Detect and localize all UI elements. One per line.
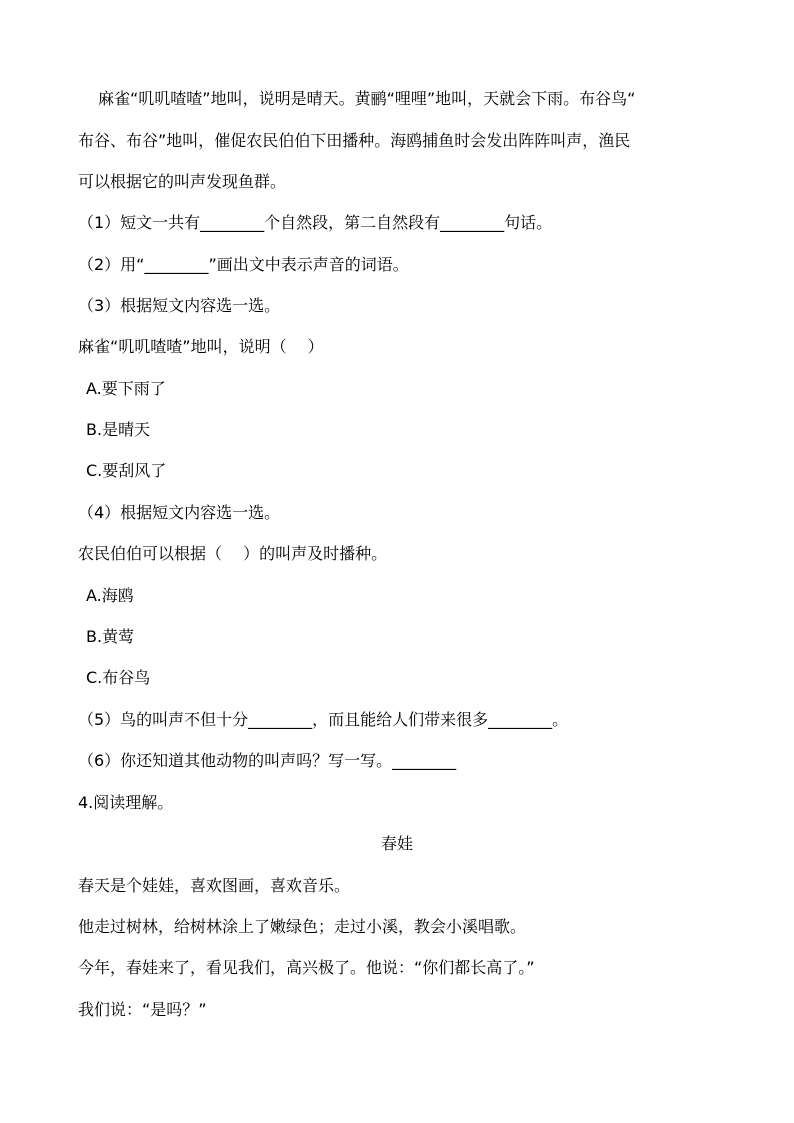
passage-line-1: 麻雀“叽叽喳喳”地叫，说明是晴天。黄鹂“哩哩”地叫，天就会下雨。布谷鸟“ <box>98 89 636 108</box>
question-5: （5）鸟的叫声不但十分________，而且能给人们带来很多________。 <box>78 710 569 729</box>
question-4-option-a: A.海鸥 <box>86 586 134 605</box>
question-3-stem: 麻雀“叽叽喳喳”地叫，说明（ ） <box>78 337 324 356</box>
question-4: （4）根据短文内容选一选。 <box>78 503 281 522</box>
poem-line-4: 我们说：“是吗？” <box>78 1000 207 1019</box>
question-6: （6）你还知道其他动物的叫声吗？写一写。________ <box>78 751 457 770</box>
poem-line-3: 今年，春娃来了，看见我们，高兴极了。他说：“你们都长高了。” <box>78 958 535 977</box>
question-4-option-c: C.布谷鸟 <box>86 668 151 687</box>
poem-title: 春娃 <box>380 834 413 853</box>
passage-line-2: 布谷、布谷”地叫，催促农民伯伯下田播种。海鸥捕鱼时会发出阵阵叫声，渔民 <box>78 131 631 150</box>
poem-line-1: 春天是个娃娃，喜欢图画，喜欢音乐。 <box>78 876 351 895</box>
question-3: （3）根据短文内容选一选。 <box>78 296 281 315</box>
passage-line-3: 可以根据它的叫声发现鱼群。 <box>78 172 287 191</box>
question-2: （2）用“________”画出文中表示声音的词语。 <box>78 255 409 274</box>
question-4-option-b: B.黄莺 <box>86 627 135 646</box>
question-3-option-a: A.要下雨了 <box>86 379 166 398</box>
question-4-stem: 农民伯伯可以根据（ ）的叫声及时播种。 <box>78 544 388 563</box>
section-4-heading: 4.阅读理解。 <box>78 793 174 812</box>
poem-line-2: 他走过树林，给树林涂上了嫩绿色；走过小溪，教会小溪唱歌。 <box>78 917 527 936</box>
question-3-option-c: C.要刮风了 <box>86 461 167 480</box>
question-1: （1）短文一共有________个自然段，第二自然段有________句话。 <box>78 213 553 232</box>
question-3-option-b: B.是晴天 <box>86 420 151 439</box>
